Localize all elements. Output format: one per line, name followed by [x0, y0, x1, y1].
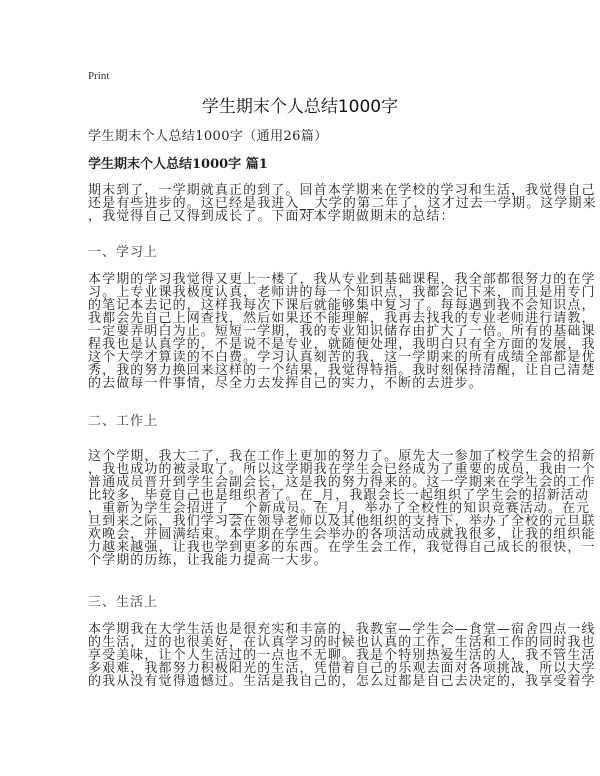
text-line: 旦到来之际，我们学习会在领导老师以及其他组织的支持下，举办了全校的元旦联 [88, 514, 596, 529]
section-paragraph-study [88, 273, 596, 390]
text-line: ，重新为学生会招进了__个新成员。在_月，举办了全校性的知识竞赛活动。在元 [88, 501, 591, 516]
section-paragraph-work [88, 450, 596, 567]
text-line: 力越来越强，让我也学到更多的东西。在学生会工作，我觉得自己成长的很快，一 [88, 540, 596, 555]
text-line: ，我也成功的被录取了。所以这学期我在学生会已经成为了重要的成员，我由一个 [88, 462, 596, 477]
text-line: 比较多，毕竟自己也是组织者了。在_月，我跟会长一起组织了学生会的招新活动 [88, 488, 590, 503]
text-line: 还是有些进步的。这已经是我进入__大学的第二年了，这才过去一学期。这学期来 [88, 196, 597, 211]
section-heading-life: 三、生活上 [88, 595, 159, 610]
text-line: 个学期的历练，让我能力提高一大步。 [88, 553, 328, 568]
text-line: 本学期我在大学生活也是很充实和丰富的，我教室—学生会—食堂—宿舍四点一线 [88, 622, 596, 637]
text-line: ，我觉得自己又得到成长了。下面对本学期做期末的总结： [88, 209, 455, 224]
section-heading-work: 二、工作上 [88, 414, 159, 429]
print-link[interactable]: Print [88, 70, 110, 82]
text-line: 的笔记本去记的，这样我每次下课后就能够集中复习了。每每遇到我不会知识点， [88, 298, 596, 313]
intro-paragraph [88, 184, 597, 223]
text-line: 程我也是认真学的，不是说不是专业，就随便处理，我明白只有全方面的发展，我 [88, 337, 596, 352]
text-line: 习。上专业课我极度认真，老师讲的每一个知识点，我都会记下来，而且是用专门 [88, 285, 596, 300]
text-line: 的生活，过的也很美好，在认真学习的时候也认真的工作，生活和工作的同时我也 [88, 635, 596, 650]
text-line: 欢晚会，并圆满结束。本学期在学生会举办的各项活动成就我很多，让我的组织能 [88, 527, 596, 542]
text-line: 的去做每一件事情，尽全力去发挥自己的实力，不断的去进步。 [88, 376, 483, 391]
text-line: 这个学期，我大二了，我在工作上更加的努力了。原先大一参加了校学生会的招新 [88, 449, 596, 464]
page-title: 学生期末个人总结1000字 [201, 97, 399, 117]
text-line: 秀，我的努力换回来这样的一个结果，我觉得特指。我时刻保持清醒，让自己清楚 [88, 363, 596, 378]
text-line: 普通成员晋升到学生会副会长，这是我的努力得来的。这一学期来在学生会的工作 [88, 475, 596, 490]
section-paragraph-life [88, 623, 596, 688]
text-line: 一定要弄明白为止。短短一学期，我的专业知识储存由扩大了一倍。所有的基础课 [88, 324, 596, 339]
text-line: 的我从没有觉得遗憾过。生活是我自己的，怎么过都是自己去决定的，我享受着学 [88, 674, 596, 689]
text-line: 期末到了，一学期就真正的到了。回首本学期来在学校的学习和生活，我觉得自己 [88, 183, 596, 198]
section-heading-study: 一、学习上 [88, 245, 159, 260]
text-line: 本学期的学习我觉得又更上一楼了，我从专业到基础课程，我全部都很努力的在学 [88, 272, 596, 287]
text-line: 享受美味，让个人生活过的一点也不无聊。我是个特别热爱生活的人，我不管生活 [88, 648, 596, 663]
text-line: 这个大学才算读的不白费。学习认真刻苦的我，这一学期来的所有成绩全部都是优 [88, 350, 596, 365]
text-line: 我都会先自己上网查找，然后如果还不能理解，我再去找我的专业老师进行请教， [88, 311, 596, 326]
article-heading: 学生期末个人总结1000字 篇1 [88, 157, 268, 172]
document-subtitle: 学生期末个人总结1000字（通用26篇） [88, 129, 328, 144]
text-line: 多艰难，我都努力积极阳光的生活，凭借着自己的乐观去面对各项挑战，所以大学 [88, 661, 596, 676]
